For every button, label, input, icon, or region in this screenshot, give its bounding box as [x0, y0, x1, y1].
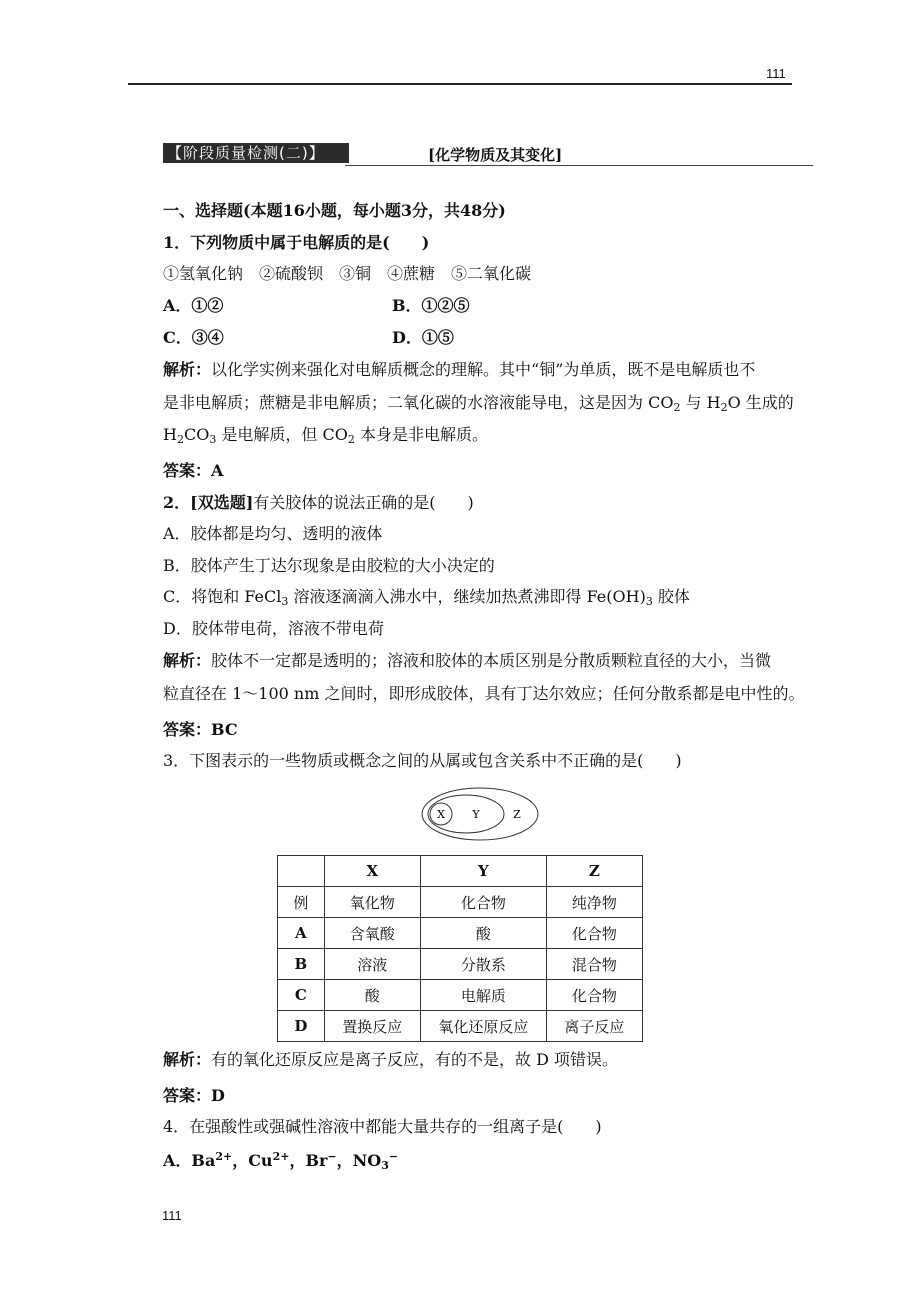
q4-option-a [163, 1151, 398, 1171]
table-header-row [278, 856, 643, 887]
table-cell: B [278, 949, 325, 980]
q4-stem: 4．在强酸性或强碱性溶液中都能大量共存的一组离子是( ) [163, 1117, 602, 1136]
subscript: 3 [381, 1159, 389, 1172]
q2-option-c-text1: C．将饱和 FeCl [163, 587, 282, 606]
q2-option-d: D．胶体带电荷，溶液不带电荷 [163, 619, 384, 638]
q1-option-d: D．①⑤ [392, 328, 454, 347]
section-heading: 一、选择题(本题16小题，每小题3分，共48分) [163, 201, 506, 220]
q3-stem: 3．下图表示的一些物质或概念之间的从属或包含关系中不正确的是( ) [163, 751, 682, 770]
table-row [278, 949, 643, 980]
sub-3: 3 [645, 595, 653, 608]
q1-option-a: A．①② [163, 296, 224, 315]
table-header-x: X [324, 856, 420, 887]
sub-2: 2 [347, 433, 355, 446]
q3-analysis-label: 解析： [163, 1050, 212, 1069]
q4-option-a-text: A．Ba [163, 1151, 216, 1170]
q2-answer: 答案：BC [163, 720, 238, 739]
section-badge: 【阶段质量检测(二)】 [163, 143, 349, 163]
table-row [278, 1011, 643, 1042]
table-header-y: Y [420, 856, 546, 887]
page-number-top: 111 [766, 66, 786, 81]
table-row [278, 887, 643, 918]
q3-answer: 答案：D [163, 1086, 225, 1105]
q2-option-c [163, 587, 690, 607]
q1-stem: 1．下列物质中属于电解质的是( ) [163, 233, 430, 252]
table-cell: 混合物 [546, 949, 642, 980]
label-z: Z [513, 808, 521, 821]
q2-stem-tag: 2．[双选题] [163, 493, 254, 512]
nested-ellipse-diagram [420, 786, 540, 844]
table-cell: 电解质 [420, 980, 546, 1011]
q2-analysis-line2: 粒直径在 1～100 nm 之间时，即形成胶体，具有丁达尔效应；任何分散系都是电中性的。 [163, 684, 805, 703]
charge: − [388, 1150, 399, 1163]
q1-analysis-line1 [163, 360, 755, 380]
q2-analysis-label: 解析： [163, 651, 212, 670]
header-rule [128, 83, 792, 85]
charge: 2+ [215, 1150, 233, 1163]
table-row [278, 918, 643, 949]
q1-option-b: B．①②⑤ [392, 296, 470, 315]
q3-analysis-text: 有的氧化还原反应是离子反应，有的不是，故 D 项错误。 [211, 1050, 619, 1069]
q2-analysis-line1 [163, 651, 771, 671]
page-number-bottom: 111 [162, 1208, 182, 1223]
table-cell: 化合物 [420, 887, 546, 918]
q1-analysis-text2b: 与 H [680, 393, 721, 412]
q1-analysis-line2 [163, 393, 794, 413]
q4-option-a-text: ，Cu [232, 1151, 273, 1170]
label-x: X [437, 808, 445, 821]
label-y: Y [472, 808, 480, 821]
q1-analysis-text3b: CO [183, 425, 210, 444]
q4-option-a-text: ，NO [336, 1151, 382, 1170]
table-cell: 离子反应 [546, 1011, 642, 1042]
sub-2: 2 [176, 433, 184, 446]
q1-option-c: C．③④ [163, 328, 224, 347]
q1-analysis-label: 解析： [163, 360, 212, 379]
q3-analysis [163, 1050, 618, 1070]
table-cell: 置换反应 [324, 1011, 420, 1042]
q2-analysis-text1: 胶体不一定都是透明的；溶液和胶体的本质区别是分散质颗粒直径的大小，当微 [211, 651, 772, 670]
table-cell: D [278, 1011, 325, 1042]
q1-answer: 答案：A [163, 461, 224, 480]
q2-option-a: A．胶体都是均匀、透明的液体 [163, 524, 383, 543]
table-cell: 例 [278, 887, 325, 918]
q2-stem [163, 493, 474, 513]
table-cell: 含氧酸 [324, 918, 420, 949]
table-cell: C [278, 980, 325, 1011]
table-cell: 氧化物 [324, 887, 420, 918]
chapter-subtitle: [化学物质及其变化] [428, 146, 563, 164]
q1-analysis-text2c: O 生成的 [727, 393, 794, 412]
q1-analysis-line3 [163, 425, 488, 445]
sub-2: 2 [673, 401, 681, 414]
table-cell: 酸 [324, 980, 420, 1011]
charge: − [327, 1150, 337, 1163]
q1-analysis-text1: 以化学实例来强化对电解质概念的理解。其中“铜”为单质，既不是电解质也不 [211, 360, 756, 379]
q1-analysis-text3a: H [163, 425, 177, 444]
q2-option-c-text3: 胶体 [652, 587, 690, 606]
table-header-z: Z [546, 856, 642, 887]
table-cell: 分散系 [420, 949, 546, 980]
q1-items: ①氢氧化钠 ②硫酸钡 ③铜 ④蔗糖 ⑤二氧化碳 [163, 264, 532, 283]
q2-option-b: B．胶体产生丁达尔现象是由胶粒的大小决定的 [163, 556, 495, 575]
q1-analysis-text2a: 是非电解质；蔗糖是非电解质；二氧化碳的水溶液能导电，这是因为 CO [163, 393, 674, 412]
sub-2: 2 [720, 401, 728, 414]
table-cell: 溶液 [324, 949, 420, 980]
table-cell [278, 856, 325, 887]
table-cell: 纯净物 [546, 887, 642, 918]
table-cell: 酸 [420, 918, 546, 949]
q2-option-c-text2: 溶液逐滴滴入沸水中，继续加热煮沸即得 Fe(OH) [288, 587, 646, 606]
table-cell: 氧化还原反应 [420, 1011, 546, 1042]
table-row [278, 980, 643, 1011]
q1-analysis-text3d: 本身是非电解质。 [354, 425, 488, 444]
table-cell: 化合物 [546, 918, 642, 949]
charge: 2+ [272, 1150, 290, 1163]
table-cell: 化合物 [546, 980, 642, 1011]
q4-option-a-text: ，Br [289, 1151, 328, 1170]
q1-analysis-text3c: 是电解质，但 CO [216, 425, 348, 444]
table-cell: A [278, 918, 325, 949]
title-rule [345, 165, 813, 166]
q3-table [277, 855, 643, 1042]
q2-stem-text: 有关胶体的说法正确的是( ) [253, 493, 474, 512]
sub-3: 3 [281, 595, 289, 608]
sub-3: 3 [209, 433, 217, 446]
